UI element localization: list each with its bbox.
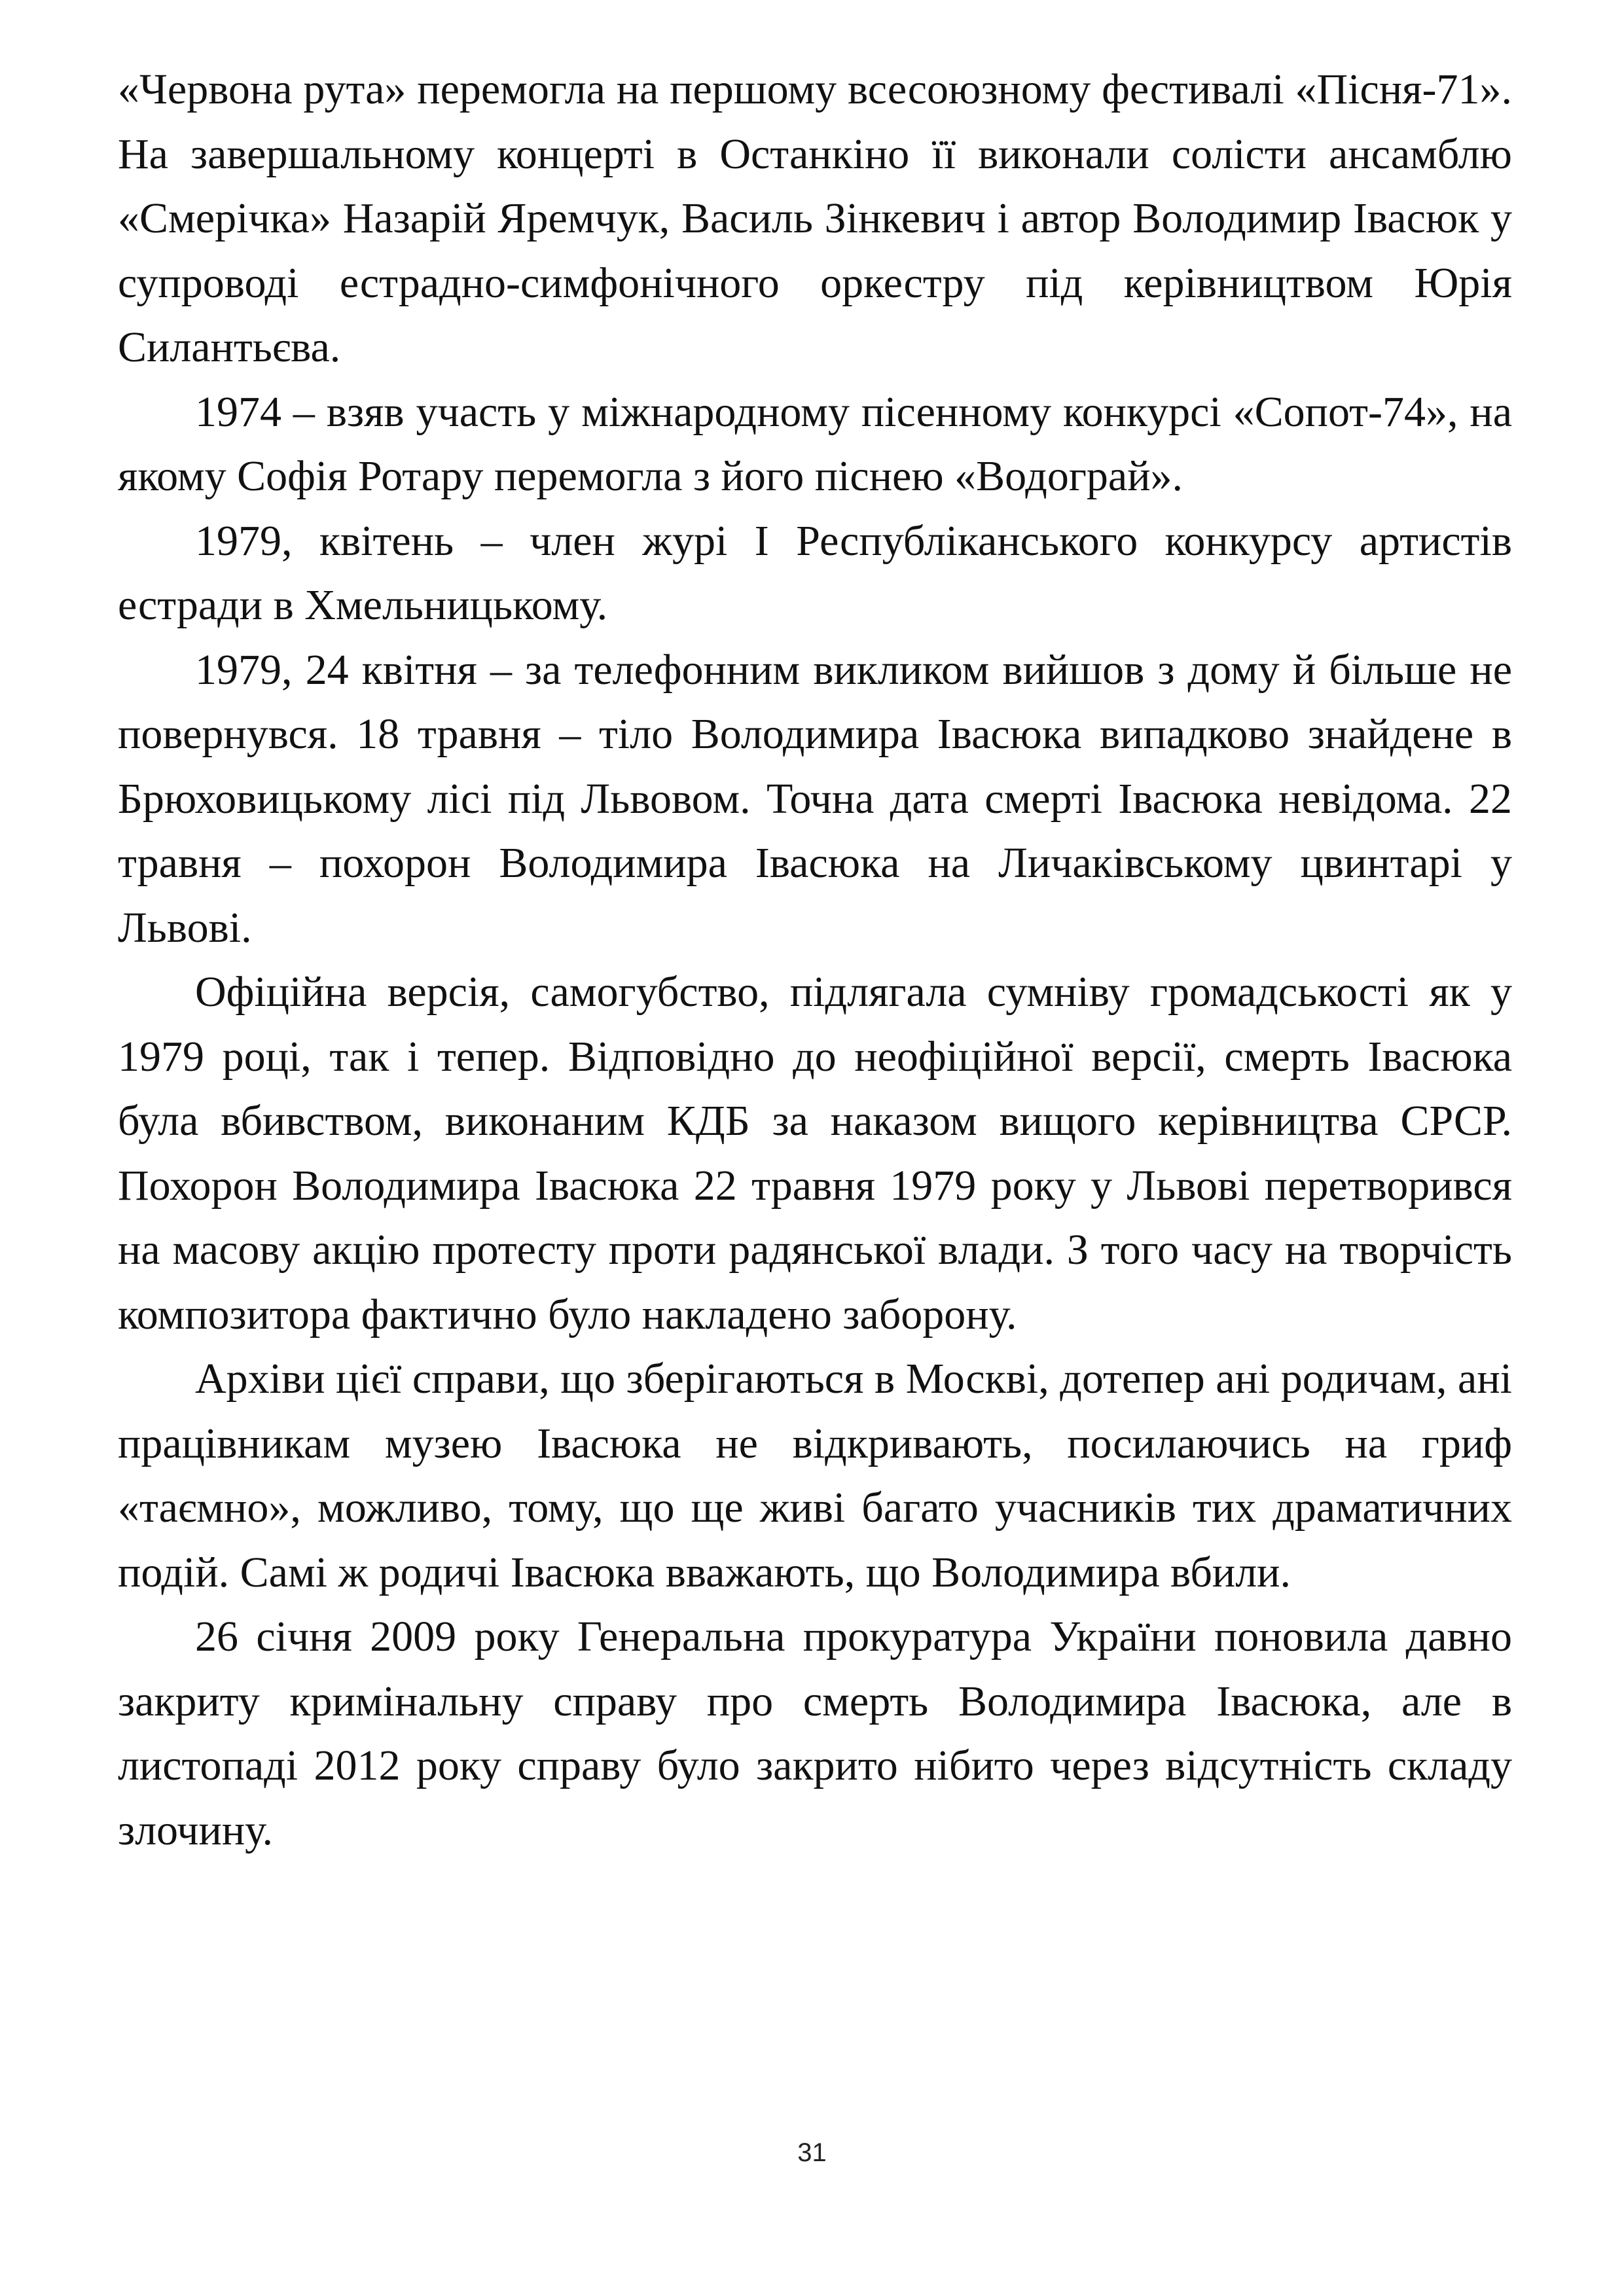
paragraph-1979-april-jury: 1979, квітень – член журі I Республіканського конкурсу артистів естради в Хмельницькому.: [118, 516, 1512, 629]
page-number: 31: [797, 2138, 827, 2167]
paragraph-official-version: Офіційна версія, самогубство, підлягала сумніву громадськості як у 1979 році, так і тепер. Відповідно до неофіційної версії, смерть Івасюка була вбивством, виконаним КДБ за наказом вищого керівництва СРСР. Похорон Володимира Івасюка 22 травня 1979 року у Львові перетворився на масову акцію протесту проти радянської влади. З того часу на творчість композитора фактично було накладено заборону.: [118, 968, 1512, 1338]
paragraph-1974-sopot: 1974 – взяв участь у міжнародному пісенному конкурсі «Сопот-74», на якому Софія Ротару перемогла з його піснею «Водограй».: [118, 387, 1512, 500]
paragraph-2009-investigation: 26 січня 2009 року Генеральна прокуратура України поновила давно закриту кримінальну справу про смерть Володимира Івасюка, але в листопаді 2012 року справу було закрито нібито через відсутність складу злочину.: [118, 1613, 1512, 1854]
paragraph-1979-disappearance: 1979, 24 квітня – за телефонним викликом вийшов з дому й більше не повернувся. 18 травня – тіло Володимира Івасюка випадково знайдене в Брюховицькому лісі під Львовом. Точна дата смерті Івасюка невідома. 22 травня – похорон Володимира Івасюка на Личаківському цвинтарі у Львові.: [118, 645, 1512, 952]
body-text: [118, 58, 1512, 1863]
paragraph-continuation: «Червона рута» перемогла на першому всесоюзному фестивалі «Пісня-71». На завершальному концерті в Останкіно її виконали солісти ансамблю «Смерічка» Назарій Яремчук, Василь Зінкевич і автор Володимир Івасюк у супроводі естрадно-симфонічного оркестру під керівництвом Юрія Силантьєва.: [118, 65, 1512, 371]
paragraph-archives: Архіви цієї справи, що зберігаються в Москві, дотепер ані родичам, ані працівникам музею Івасюка не відкривають, посилаючись на гриф «таємно», можливо, тому, що ще живі багато учасників тих драматичних подій. Самі ж родичі Івасюка вважають, що Володимира вбили.: [118, 1355, 1512, 1596]
